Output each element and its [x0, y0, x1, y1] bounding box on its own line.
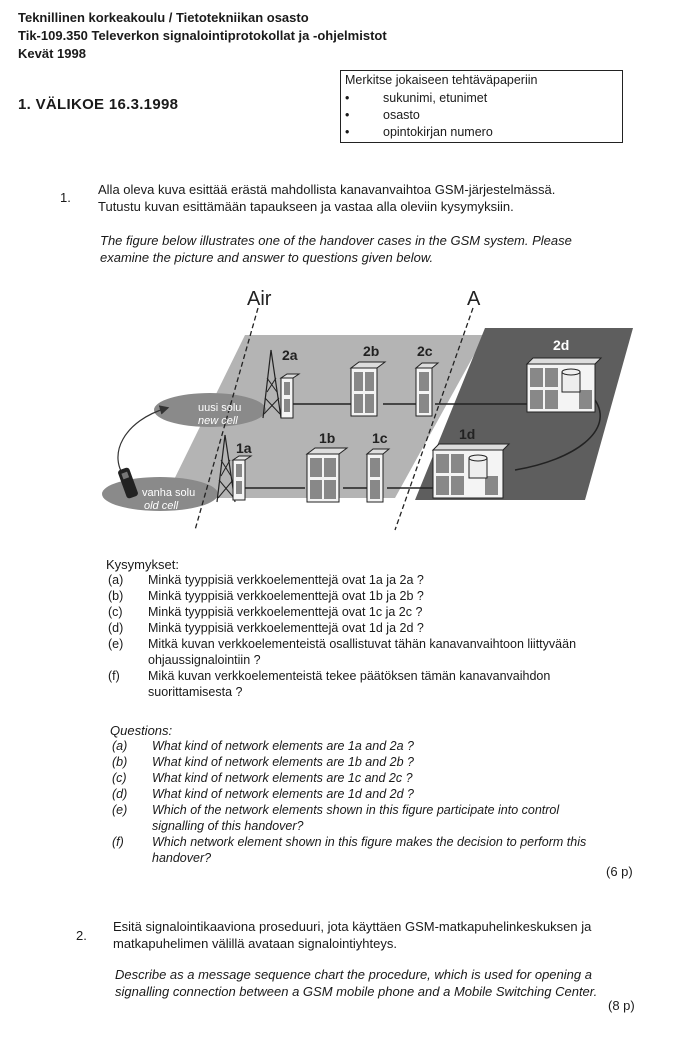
question-1-english-text: The figure below illustrates one of the handover cases in the GSM system. Please examine the picture and answer to questions given below.: [100, 233, 572, 265]
list-item: (c) Minkä tyyppisiä verkkoelementtejä ovat 1c ja 2c ?: [108, 605, 423, 619]
list-item: (c) What kind of network elements are 1c and 2c ?: [112, 771, 413, 785]
question-1-points: (6 p): [606, 864, 633, 879]
list-item: (d) Minkä tyyppisiä verkkoelementtejä ovat 1d ja 2d ?: [108, 621, 424, 635]
question-2-english-text: Describe as a message sequence chart the procedure, which is used for opening a signalling connection between a GSM mobile phone and a Mobile Switching Center.: [115, 967, 598, 999]
label-1a: 1a: [236, 440, 252, 456]
label-2d: 2d: [553, 337, 570, 353]
list-item-continuation: handover?: [152, 851, 212, 865]
question-2-finnish-text: Esitä signalointikaaviona proseduuri, jota käyttäen GSM-matkapuhelinkeskuksen ja matkapuhelimen välillä avataan signalointiyhteys.: [113, 919, 592, 951]
list-item: (e) Which of the network elements shown in this figure participate into control: [112, 803, 560, 817]
instruction-heading: Merkitse jokaiseen tehtäväpaperiin: [345, 73, 538, 87]
list-item-continuation: signalling of this handover?: [152, 819, 304, 833]
label-2b: 2b: [363, 343, 380, 359]
label-2a: 2a: [282, 347, 298, 363]
label-2c: 2c: [417, 343, 433, 359]
list-item: (a) What kind of network elements are 1a and 2a ?: [112, 739, 414, 753]
finnish-question-list: [108, 572, 648, 700]
label-1d: 1d: [459, 426, 476, 442]
new-cell-label-fi: uusi solu: [198, 402, 242, 414]
english-question-list: [112, 738, 652, 866]
list-item: (d) What kind of network elements are 1d and 2d ?: [112, 787, 414, 801]
list-item-continuation: ohjaussignalointiin ?: [148, 653, 261, 667]
new-cell-label-en: new cell: [198, 415, 238, 427]
question-2-points: (8 p): [608, 998, 635, 1013]
list-item: (b) What kind of network elements are 1b and 2b ?: [112, 755, 414, 769]
element-1d: [433, 444, 509, 498]
bullet-icon: •: [345, 91, 350, 105]
bullet-icon: •: [345, 125, 350, 139]
finnish-questions-heading: Kysymykset:: [106, 557, 179, 572]
english-questions-heading: Questions:: [110, 723, 173, 738]
element-2d: [527, 358, 601, 412]
label-1c: 1c: [372, 430, 388, 446]
exam-title: 1. VÄLIKOE 16.3.1998: [18, 96, 179, 113]
old-cell-label-en: old cell: [144, 500, 179, 512]
question-2-number: 2.: [76, 928, 87, 943]
handover-figure: [95, 280, 640, 540]
course-header-line3: Kevät 1998: [18, 46, 86, 61]
question-1-finnish-text: Alla oleva kuva esittää erästä mahdollista kanavanvaihtoa GSM-järjestelmässä. Tutustu kuvan esittämään tapaukseen ja vastaa alla oleviin kysymyksiin.: [98, 182, 556, 214]
list-item: (f) Mikä kuvan verkkoelementeistä tekee päätöksen tämän kanavanvaihdon: [108, 669, 551, 683]
list-item: (e) Mitkä kuvan verkkoelementeistä osallistuvat tähän kanavanvaihtoon liittyvään: [108, 637, 577, 651]
list-item: (f) Which network element shown in this figure makes the decision to perform this: [112, 835, 587, 849]
a-interface-label: A: [467, 288, 481, 310]
label-1b: 1b: [319, 430, 336, 446]
list-item: (b) Minkä tyyppisiä verkkoelementtejä ovat 1b ja 2b ?: [108, 589, 424, 603]
question-1-number: 1.: [60, 190, 71, 205]
instruction-box: Merkitse jokaiseen tehtäväpaperiin • sukunimi, etunimet • osasto • opintokirjan numero: [340, 70, 623, 143]
old-cell-label-fi: vanha solu: [142, 487, 196, 499]
air-interface-label: Air: [247, 288, 272, 310]
list-item-continuation: suorittamisesta ?: [148, 685, 243, 699]
course-header-line1: Teknillinen korkeakoulu / Tietotekniikan osasto: [18, 10, 309, 25]
bullet-icon: •: [345, 108, 350, 122]
course-header-line2: Tik-109.350 Televerkon signalointiprotokollat ja -ohjelmistot: [18, 28, 387, 43]
list-item: (a) Minkä tyyppisiä verkkoelementtejä ovat 1a ja 2a ?: [108, 573, 424, 587]
